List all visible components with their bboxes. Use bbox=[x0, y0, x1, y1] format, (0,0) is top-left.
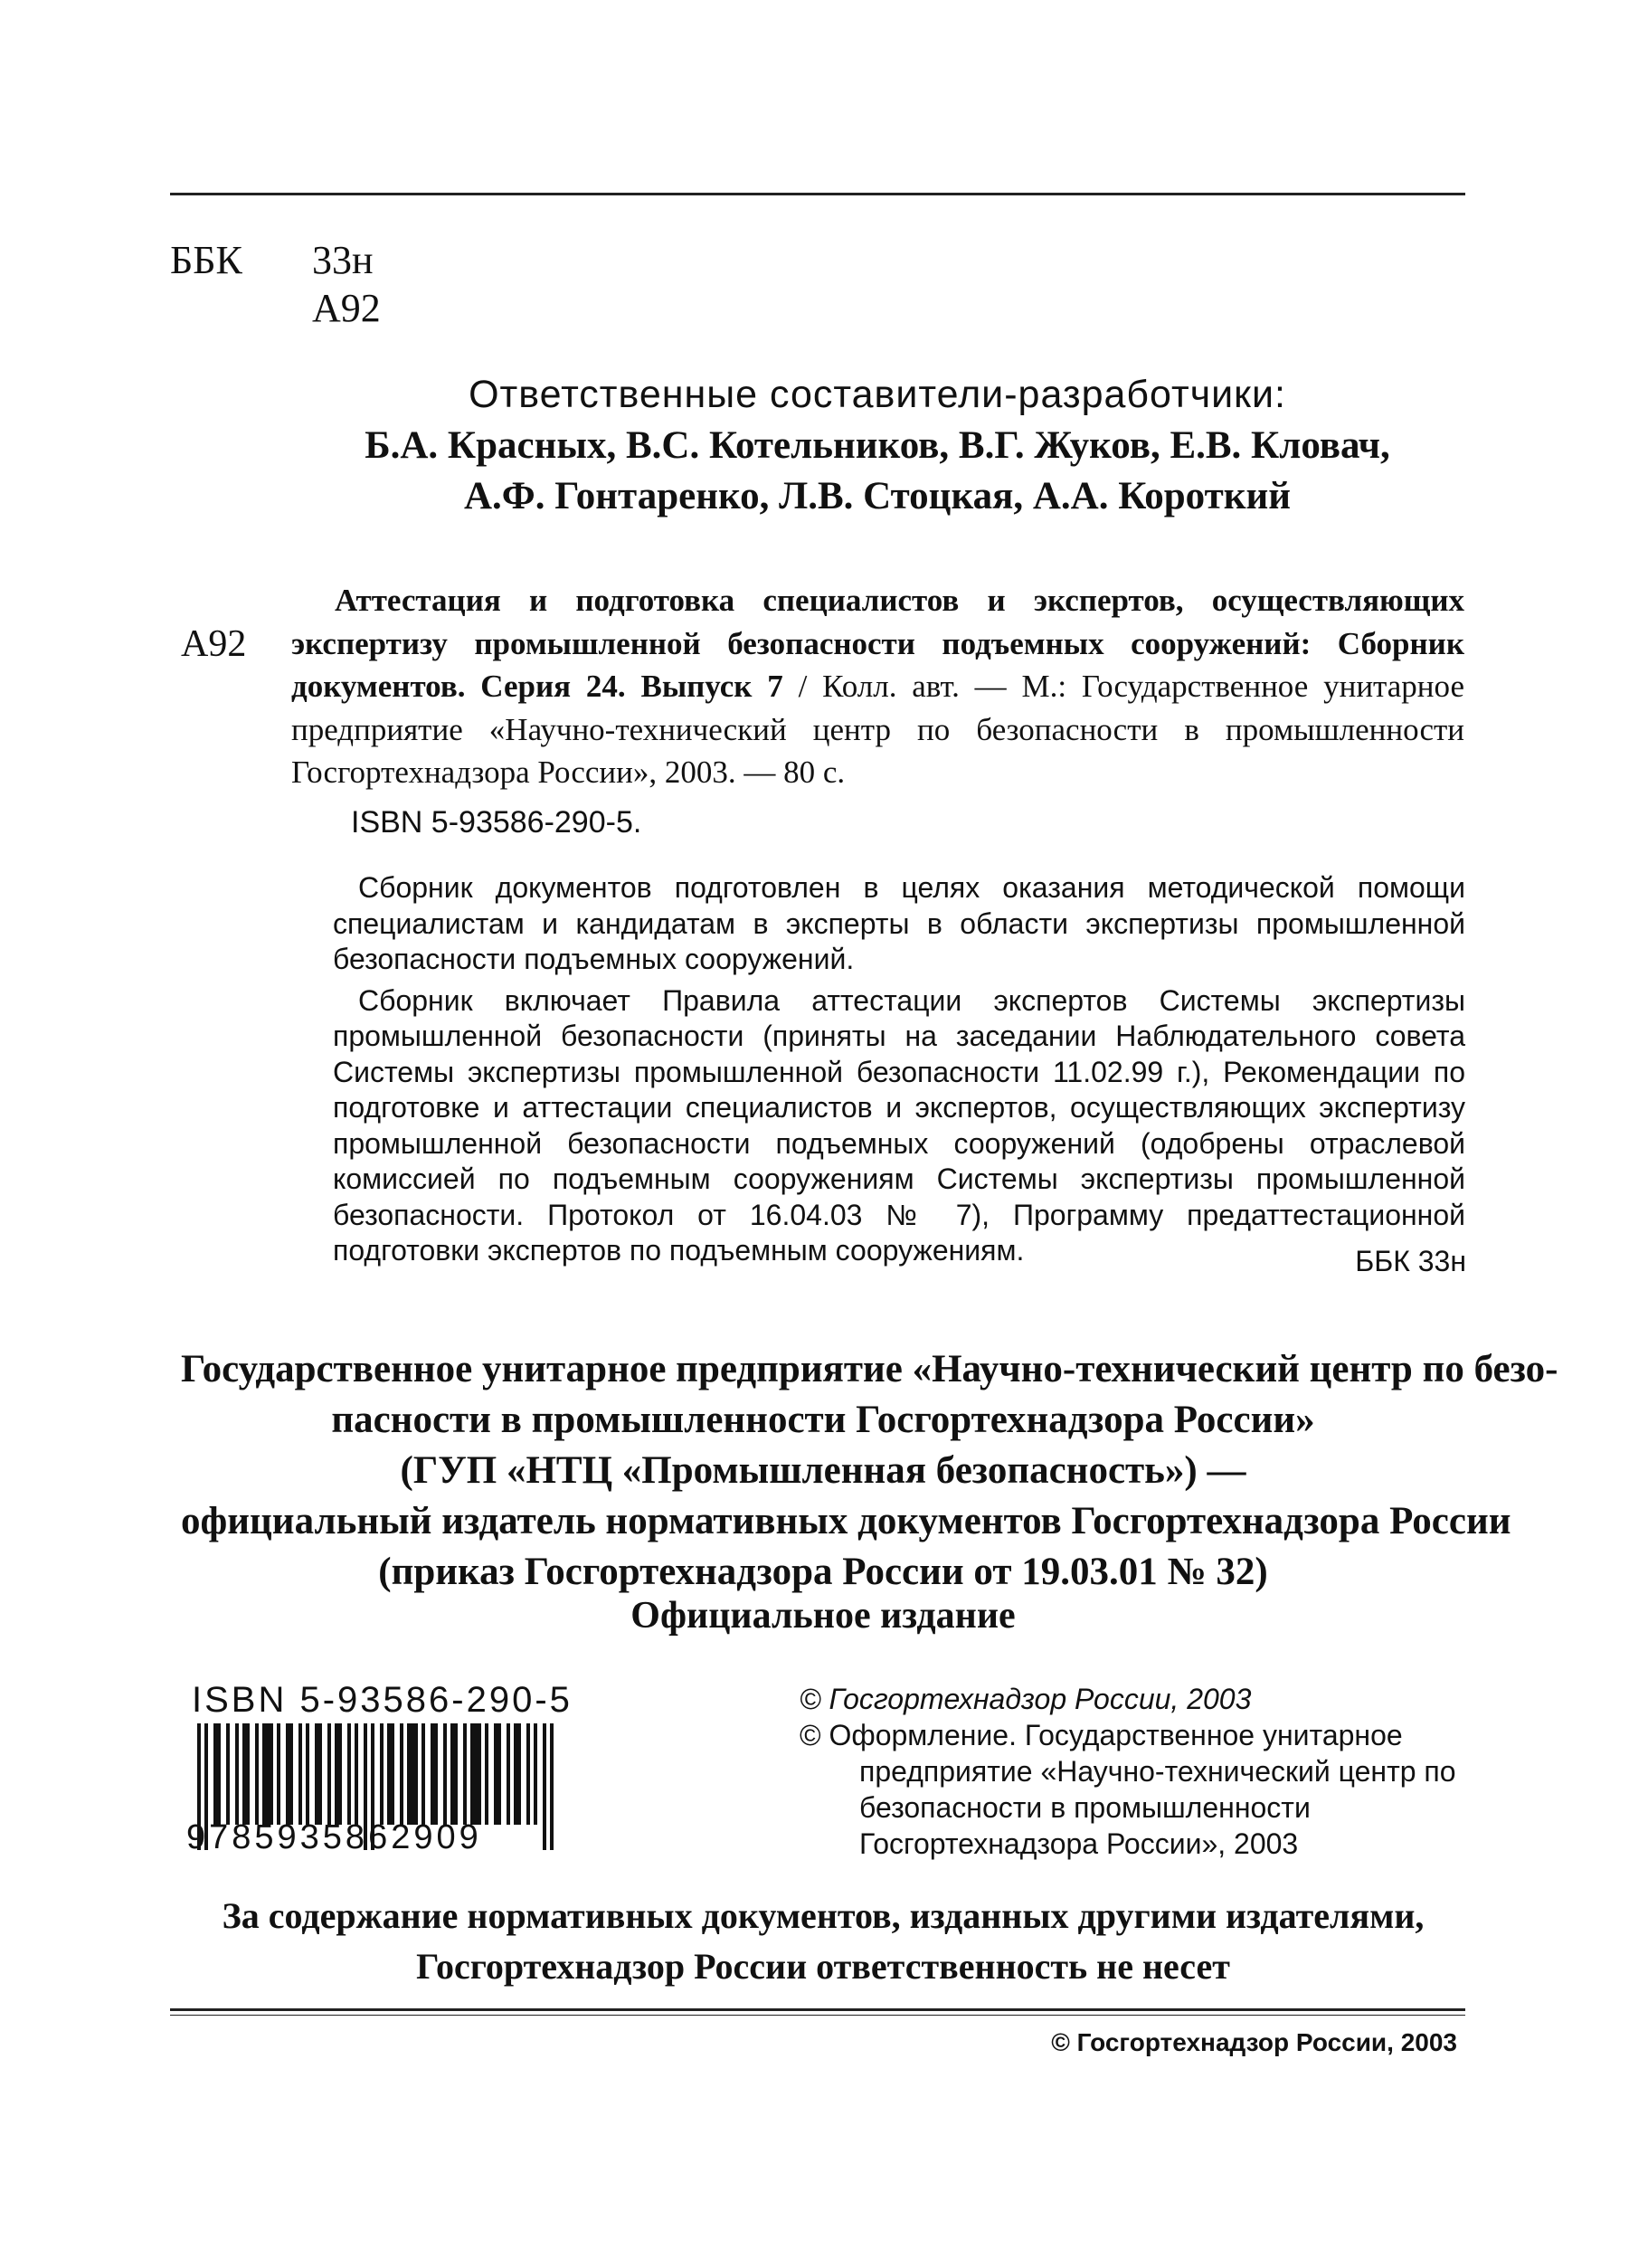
abstract-paragraph-2: Сборник включает Правила аттестации экспертов Системы экспертизы промышленной безопасности (приняты на заседании Наблюдательного совета Системы экспертизы промышленной безопасности 11.02.99 г.), Рекомендации по подготовке и аттестации специалистов и экспертов, осуществляющих экспертизу промышленной безопасности подъемных сооружений (одобрены отраслевой комиссией по подъемным сооружениям Системы экспертизы промышленной безопасности. Протокол от 16.04.03 № 7), Программу предаттестационной подготовки экспертов по подъемным сооружениям. bbox=[333, 983, 1465, 1267]
publisher-block bbox=[181, 1344, 1558, 1598]
top-rule bbox=[170, 193, 1465, 195]
compilers-line-2: А.Ф. Гонтаренко, Л.В. Стоцкая, А.А. Короткий bbox=[463, 475, 1292, 517]
abstract-paragraph-1: Сборник документов подготовлен в целях оказания методической помощи специалистам и кандидатам в эксперты в области экспертизы промышленной безопасности подъемных сооружений. bbox=[333, 871, 1465, 975]
publisher-line-4: официальный издатель нормативных документов Госгортехнадзора России bbox=[181, 1500, 1511, 1542]
bibliographic-record bbox=[291, 579, 1464, 794]
bbk-label: ББК bbox=[170, 238, 242, 282]
disclaimer-line-2: Госгортехнадзор России ответственность не несет bbox=[416, 1946, 1230, 1987]
official-edition: Официальное издание bbox=[630, 1595, 1016, 1637]
publisher-line-2: пасности в промышленности Госгортехнадзора России» bbox=[331, 1399, 1315, 1441]
compilers-title: Ответственные составители-разработчики: bbox=[469, 373, 1286, 416]
book-title: Аттестация и подготовка специалистов и экспертов, осуществляющих экспертизу промышленной безопасности подъемных сооружений: Сборник документов. Серия 24. Выпуск 7 bbox=[291, 583, 1464, 704]
copyright-block bbox=[800, 1681, 1469, 1862]
copyright-design-line-2: предприятие «Научно-технический центр по bbox=[859, 1755, 1456, 1788]
publisher-line-3: (ГУП «НТЦ «Промышленная безопасность») — bbox=[400, 1449, 1246, 1492]
bottom-rule-thick bbox=[170, 2008, 1465, 2011]
publisher-line-1: Государственное унитарное предприятие «Научно-технический центр по безо- bbox=[181, 1348, 1558, 1390]
copyright-design-line-4: Госгортехнадзора России», 2003 bbox=[859, 1827, 1299, 1860]
bottom-rule-thin bbox=[170, 2015, 1465, 2016]
copyright-gosgortekhnadzor: © Госгортехнадзор России, 2003 bbox=[800, 1683, 1252, 1715]
disclaimer bbox=[181, 1891, 1465, 1992]
bibliographic-details: / Колл. авт. — М.: Государственное унитарное предприятие «Научно-технический центр по безопасности в промышленности Госгортехнадзора России», 2003. — 80 с. bbox=[291, 669, 1464, 790]
bbk-code-2: А92 bbox=[312, 286, 381, 330]
isbn-line: ISBN 5-93586-290-5. bbox=[351, 805, 642, 840]
abstract bbox=[333, 870, 1465, 1269]
copyright-design-line-3: безопасности в промышленности bbox=[859, 1791, 1311, 1824]
footer-copyright: © Госгортехнадзор России, 2003 bbox=[1051, 2028, 1457, 2056]
bbk-right: ББК 33н bbox=[1355, 1245, 1466, 1277]
barcode-isbn-text: ISBN 5-93586-290-5 bbox=[192, 1680, 573, 1720]
barcode-digits: 9785935862909 bbox=[186, 1818, 482, 1856]
compilers-line-1: Б.А. Красных, В.С. Котельников, В.Г. Жуков, Е.В. Кловач, bbox=[365, 424, 1390, 467]
catalog-side-code: А92 bbox=[181, 623, 247, 665]
bbk-code-1: 33н bbox=[312, 238, 374, 282]
disclaimer-line-1: За содержание нормативных документов, изданных другими издателями, bbox=[222, 1895, 1425, 1936]
publisher-line-5: (приказ Госгортехнадзора России от 19.03.01 № 32) bbox=[378, 1551, 1268, 1593]
copyright-design-line-1: © Оформление. Государственное унитарное bbox=[800, 1719, 1403, 1751]
